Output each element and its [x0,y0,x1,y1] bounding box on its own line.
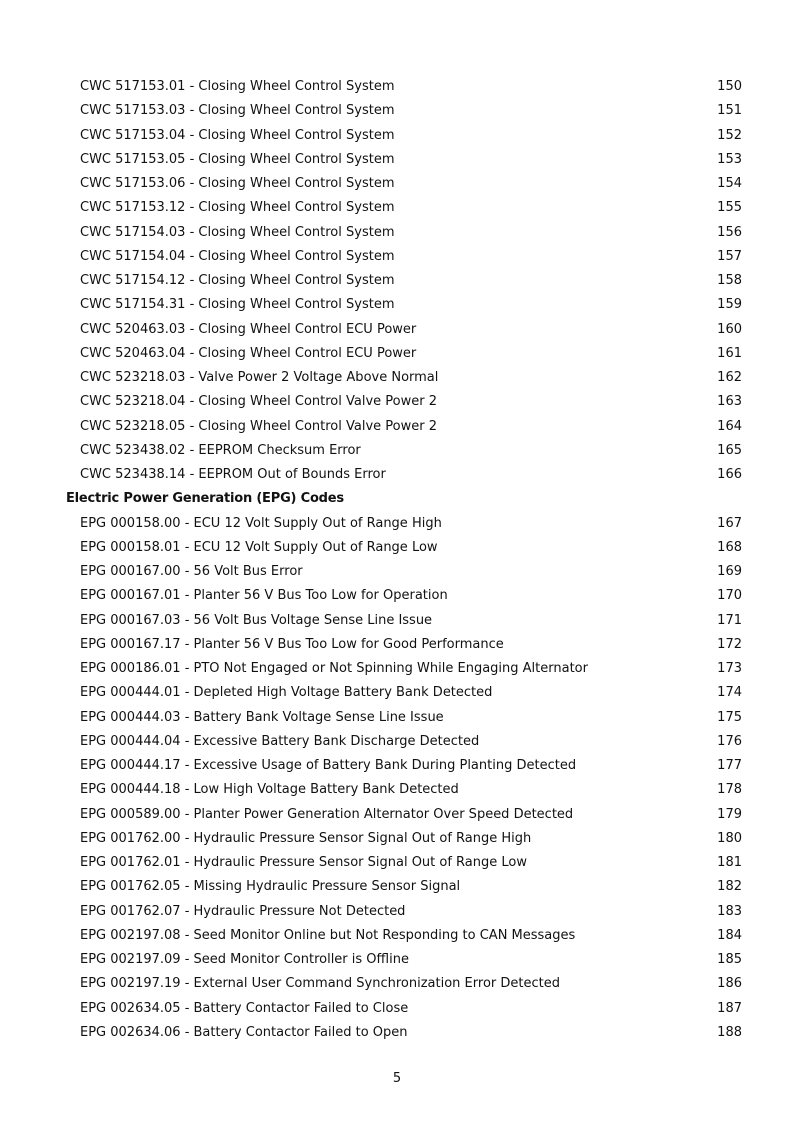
toc-entry-page-number: 168 [717,539,742,555]
toc-entry[interactable] [66,609,746,633]
toc-entry-title: CWC 523438.14 - EEPROM Out of Bounds Error [80,467,386,482]
toc-entry-page-number: 160 [717,321,742,337]
toc-entry[interactable] [66,269,746,293]
page-number: 5 [392,1071,402,1086]
toc-entry-page-number: 153 [717,151,742,167]
toc-entry[interactable] [66,633,746,657]
toc-entry-title: EPG 002197.19 - External User Command Synchronization Error Detected [80,976,560,992]
toc-entry[interactable] [66,657,746,681]
toc-entry-title: EPG 002634.05 - Battery Contactor Failed to Close [80,1000,409,1016]
toc-entry-page-number: 154 [717,176,742,191]
toc-entry-title: CWC 523218.05 - Closing Wheel Control Valve Power 2 [80,418,437,434]
toc-entry-title: CWC 520463.04 - Closing Wheel Control ECU Power [80,345,417,361]
toc-entry-title: EPG 002634.06 - Battery Contactor Failed to Open [80,1024,408,1040]
toc-entry-title: EPG 001762.00 - Hydraulic Pressure Sensor Signal Out of Range High [80,830,532,846]
toc-entry[interactable] [66,342,746,366]
toc-entry-page-number: 157 [717,248,742,264]
toc-entry-page-number: 172 [717,636,742,652]
toc-entry-title: CWC 517154.03 - Closing Wheel Control System [80,224,395,240]
toc-entry[interactable] [66,972,746,996]
toc-entry-title: EPG 000444.18 - Low High Voltage Battery Bank Detected [80,782,459,798]
toc-entry-page-number: 152 [717,127,742,143]
toc-entry[interactable] [66,924,746,948]
toc-entry[interactable] [66,148,746,172]
toc-entry[interactable] [66,221,746,245]
toc-entry-page-number: 171 [717,612,742,628]
toc-entry-page-number: 186 [717,976,742,992]
toc-entry[interactable] [66,245,746,269]
toc-entry[interactable] [66,390,746,414]
toc-entry-title: EPG 000589.00 - Planter Power Generation Alternator Over Speed Detected [80,806,574,822]
toc-entry[interactable] [66,900,746,924]
toc-entry-title: EPG 000444.04 - Excessive Battery Bank Discharge Detected [80,733,480,749]
toc-entry[interactable] [66,681,746,705]
toc-section-heading [66,487,746,511]
toc-entry-page-number: 180 [717,830,742,846]
toc-entry-page-number: 188 [717,1024,742,1040]
toc-entry-page-number: 165 [717,442,742,458]
toc-entry[interactable] [66,560,746,584]
toc-entry-page-number: 174 [717,685,742,701]
toc-entry-title: CWC 517153.06 - Closing Wheel Control System [80,176,395,191]
toc-entry-page-number: 179 [717,806,742,822]
toc-entry-page-number: 162 [717,370,742,385]
toc-entry-title: EPG 001762.07 - Hydraulic Pressure Not Detected [80,903,406,919]
toc-entry-page-number: 158 [717,273,742,288]
toc-entry[interactable] [66,778,746,802]
toc-entry-page-number: 159 [717,297,742,313]
section-heading-title: Electric Power Generation (EPG) Codes [66,491,344,507]
toc-entry-page-number: 181 [717,855,742,870]
toc-entry[interactable] [66,196,746,220]
toc-entry-title: CWC 520463.03 - Closing Wheel Control ECU Power [80,321,417,337]
toc-entry-title: CWC 523218.04 - Closing Wheel Control Valve Power 2 [80,394,437,410]
toc-entry-page-number: 184 [717,927,742,943]
table-of-contents [66,75,746,1045]
toc-entry-title: EPG 000158.01 - ECU 12 Volt Supply Out of Range Low [80,539,438,555]
toc-entry-page-number: 183 [717,903,742,919]
toc-entry-page-number: 155 [717,200,742,216]
toc-entry[interactable] [66,754,746,778]
toc-entry[interactable] [66,366,746,390]
toc-entry-page-number: 182 [717,879,742,895]
toc-entry[interactable] [66,463,746,487]
toc-entry-page-number: 166 [717,467,742,482]
toc-entry-title: EPG 002197.08 - Seed Monitor Online but Not Responding to CAN Messages [80,927,576,943]
toc-entry-title: EPG 000167.03 - 56 Volt Bus Voltage Sense Line Issue [80,612,433,628]
toc-entry[interactable] [66,875,746,899]
toc-entry-page-number: 175 [717,709,742,725]
toc-entry-title: CWC 517153.12 - Closing Wheel Control System [80,200,395,216]
toc-entry-title: EPG 000444.17 - Excessive Usage of Battery Bank During Planting Detected [80,758,577,773]
toc-entry[interactable] [66,318,746,342]
toc-entry[interactable] [66,415,746,439]
toc-entry-title: EPG 000167.17 - Planter 56 V Bus Too Low for Good Performance [80,636,504,652]
toc-entry-title: EPG 000444.03 - Battery Bank Voltage Sense Line Issue [80,709,444,725]
toc-entry-page-number: 170 [717,588,742,604]
toc-entry-title: CWC 523438.02 - EEPROM Checksum Error [80,442,361,458]
toc-entry-page-number: 164 [717,418,742,434]
toc-entry[interactable] [66,851,746,875]
toc-entry[interactable] [66,99,746,123]
toc-entry-page-number: 151 [717,103,742,119]
toc-entry-title: CWC 517154.12 - Closing Wheel Control System [80,273,395,288]
toc-entry-title: CWC 523218.03 - Valve Power 2 Voltage Above Normal [80,370,439,385]
toc-entry-page-number: 163 [717,394,742,410]
toc-entry-page-number: 169 [717,564,742,579]
toc-entry-page-number: 156 [717,224,742,240]
toc-entry[interactable] [66,827,746,851]
toc-entry-page-number: 150 [717,79,742,94]
toc-entry[interactable] [66,172,746,196]
toc-entry[interactable] [66,512,746,536]
toc-entry-title: CWC 517153.04 - Closing Wheel Control System [80,127,395,143]
toc-entry-title: CWC 517153.05 - Closing Wheel Control System [80,151,395,167]
toc-entry[interactable] [66,439,746,463]
toc-entry-title: EPG 000186.01 - PTO Not Engaged or Not Spinning While Engaging Alternator [80,661,588,676]
toc-entry[interactable] [66,706,746,730]
toc-entry-page-number: 176 [717,733,742,749]
toc-entry-title: CWC 517153.03 - Closing Wheel Control System [80,103,395,119]
toc-entry-page-number: 185 [717,952,742,967]
toc-entry-title: CWC 517154.04 - Closing Wheel Control System [80,248,395,264]
toc-entry-page-number: 177 [717,758,742,773]
toc-entry-title: CWC 517154.31 - Closing Wheel Control System [80,297,395,313]
toc-entry-title: EPG 000167.01 - Planter 56 V Bus Too Low for Operation [80,588,448,604]
toc-entry[interactable] [66,803,746,827]
toc-entry[interactable] [66,75,746,99]
toc-entry-title: EPG 002197.09 - Seed Monitor Controller is Offline [80,952,409,967]
toc-entry-page-number: 173 [717,661,742,676]
toc-entry-page-number: 187 [717,1000,742,1016]
toc-entry[interactable] [66,584,746,608]
toc-entry-title: EPG 000158.00 - ECU 12 Volt Supply Out of Range High [80,515,442,531]
toc-entry[interactable] [66,730,746,754]
toc-entry[interactable] [66,124,746,148]
toc-entry-title: EPG 000444.01 - Depleted High Voltage Battery Bank Detected [80,685,493,701]
toc-entry[interactable] [66,293,746,317]
toc-entry-page-number: 178 [717,782,742,798]
toc-entry[interactable] [66,948,746,972]
toc-entry[interactable] [66,997,746,1021]
toc-entry[interactable] [66,536,746,560]
toc-entry-title: EPG 001762.01 - Hydraulic Pressure Sensor Signal Out of Range Low [80,855,527,870]
toc-entry-page-number: 167 [717,515,742,531]
toc-entry-title: CWC 517153.01 - Closing Wheel Control System [80,79,395,94]
toc-entry[interactable] [66,1021,746,1045]
toc-entry-page-number: 161 [717,345,742,361]
toc-entry-title: EPG 000167.00 - 56 Volt Bus Error [80,564,303,579]
toc-entry-title: EPG 001762.05 - Missing Hydraulic Pressure Sensor Signal [80,879,461,895]
